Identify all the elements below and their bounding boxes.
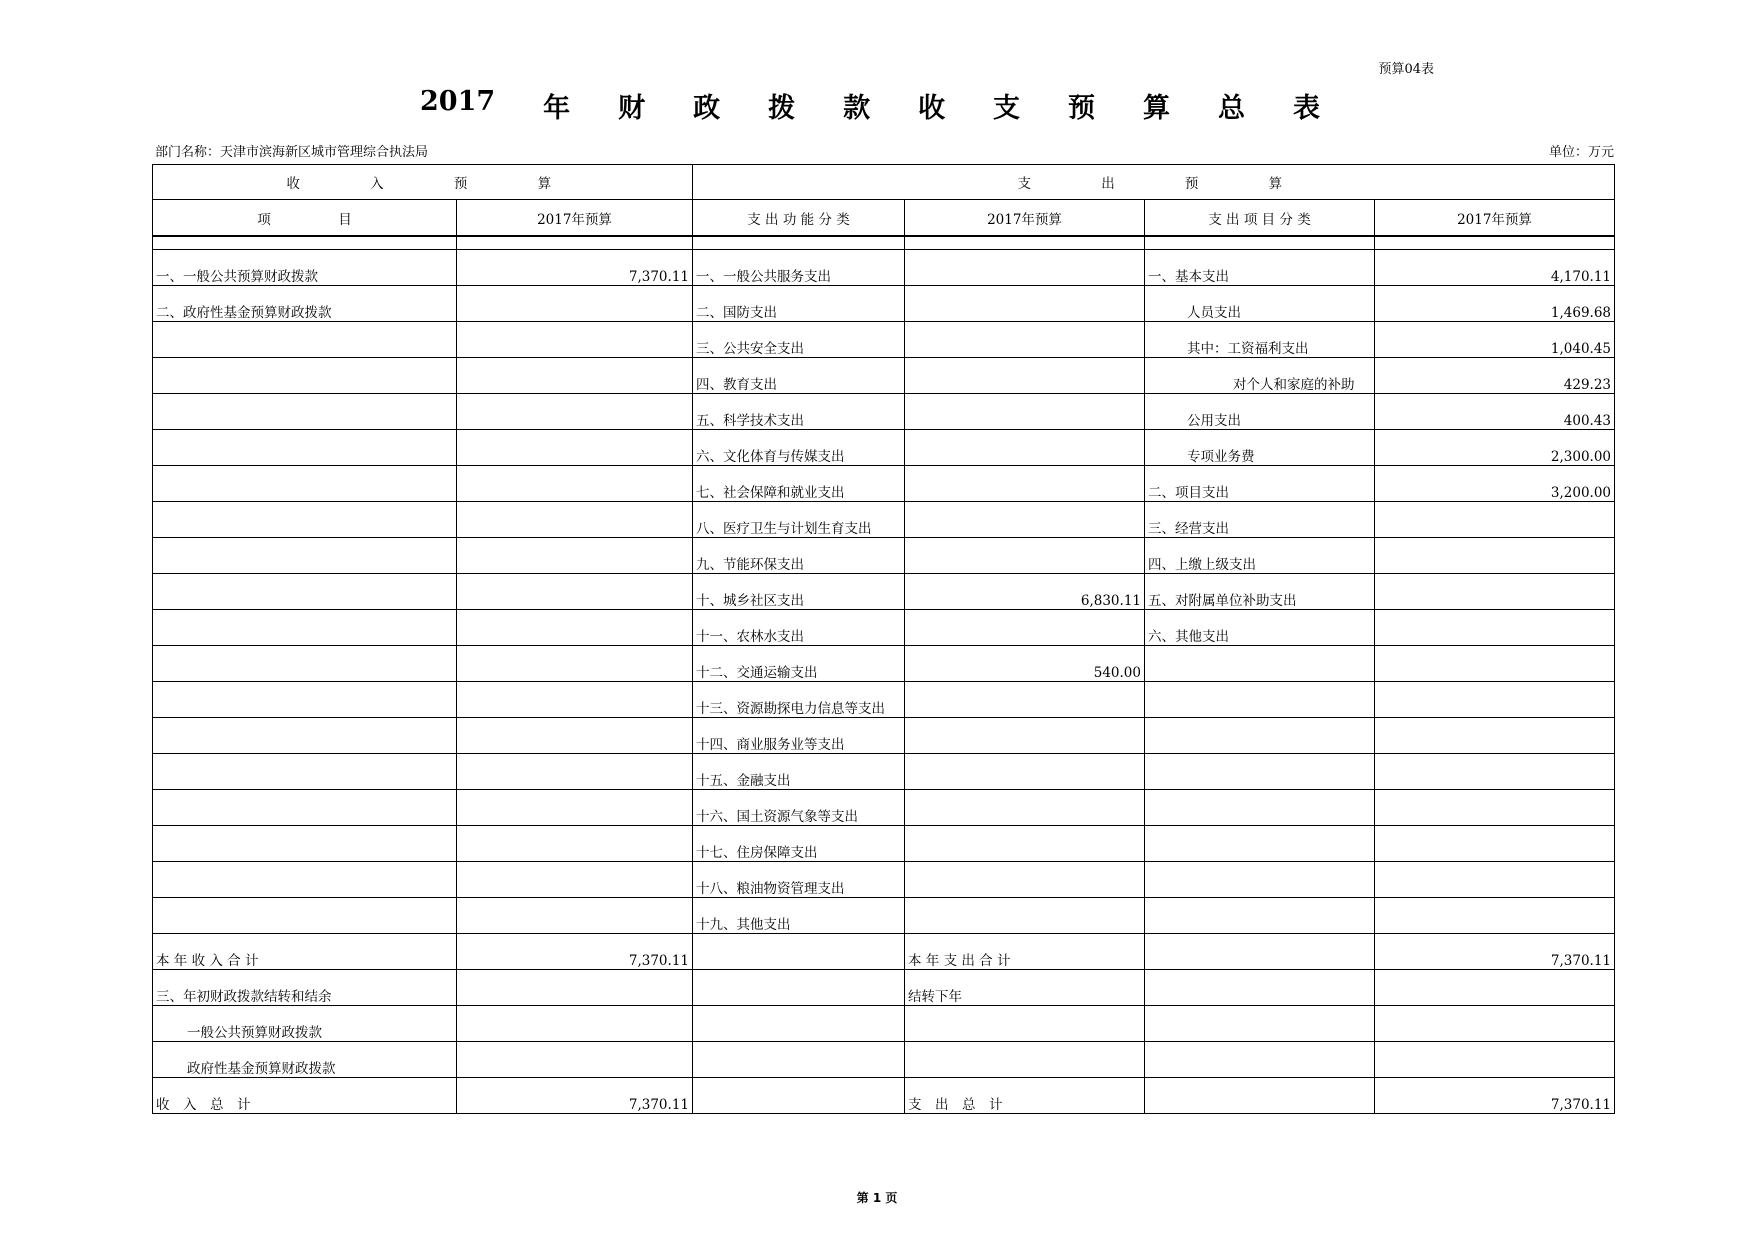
income-total-label: 收 入 总 计	[153, 1078, 457, 1114]
title-char: 收	[918, 93, 946, 124]
income-value	[457, 286, 693, 322]
economic-value	[1375, 682, 1615, 718]
table-row	[153, 322, 1615, 358]
function-item: 五、科学技术支出	[693, 394, 905, 430]
table-row	[153, 790, 1615, 826]
table-row	[153, 250, 1615, 286]
economic-item	[1145, 898, 1375, 934]
title-char: 拨	[768, 93, 796, 124]
function-value: 540.00	[905, 646, 1145, 682]
function-item: 一、一般公共服务支出	[693, 250, 905, 286]
economic-value: 3,200.00	[1375, 466, 1615, 502]
income-value: 7,370.11	[457, 250, 693, 286]
form-number: 预算04表	[1378, 62, 1434, 77]
income-item	[153, 862, 457, 898]
table-row	[153, 754, 1615, 790]
economic-item: 三、经营支出	[1145, 502, 1375, 538]
economic-item: 公用支出	[1145, 394, 1375, 430]
economic-value	[1375, 790, 1615, 826]
economic-value: 4,170.11	[1375, 250, 1615, 286]
economic-value	[1375, 826, 1615, 862]
expense-budget-header: 支 出 预 算	[693, 165, 1615, 200]
table-row	[153, 538, 1615, 574]
function-value	[905, 898, 1145, 934]
income-value	[457, 754, 693, 790]
table-row	[153, 682, 1615, 718]
spacer-cell	[1145, 236, 1375, 250]
function-value	[905, 862, 1145, 898]
table-row	[153, 430, 1615, 466]
table-row	[153, 286, 1615, 322]
function-item: 九、节能环保支出	[693, 538, 905, 574]
carryover-label: 三、年初财政拨款结转和结余	[153, 970, 457, 1006]
income-value	[457, 466, 693, 502]
expense-total-label: 支 出 总 计	[905, 1078, 1145, 1114]
economic-item: 六、其他支出	[1145, 610, 1375, 646]
title-char: 预	[1068, 93, 1096, 124]
function-value	[905, 286, 1145, 322]
economic-value: 2,300.00	[1375, 430, 1615, 466]
income-value	[457, 610, 693, 646]
income-value	[457, 682, 693, 718]
function-value	[905, 394, 1145, 430]
table-row	[153, 826, 1615, 862]
function-item: 十、城乡社区支出	[693, 574, 905, 610]
economic-value: 429.23	[1375, 358, 1615, 394]
function-item: 二、国防支出	[693, 286, 905, 322]
income-value	[457, 718, 693, 754]
income-item	[153, 610, 457, 646]
function-item: 十七、住房保障支出	[693, 826, 905, 862]
function-item: 十六、国土资源气象等支出	[693, 790, 905, 826]
function-item: 十四、商业服务业等支出	[693, 718, 905, 754]
economic-value: 400.43	[1375, 394, 1615, 430]
blank-cell	[693, 1006, 905, 1042]
function-item: 十二、交通运输支出	[693, 646, 905, 682]
income-value	[457, 358, 693, 394]
economic-item	[1145, 790, 1375, 826]
economic-class-header: 支 出 项 目 分 类	[1145, 200, 1375, 237]
carry-general-public-label: 一般公共预算财政拨款	[153, 1006, 457, 1042]
income-item	[153, 790, 457, 826]
economic-item	[1145, 718, 1375, 754]
function-budget-2017-header: 2017年预算	[905, 200, 1145, 237]
function-value	[905, 790, 1145, 826]
economic-item: 四、上缴上级支出	[1145, 538, 1375, 574]
function-value	[905, 322, 1145, 358]
income-item	[153, 502, 457, 538]
blank-cell	[1145, 1042, 1375, 1078]
economic-item	[1145, 862, 1375, 898]
title-char: 表	[1292, 93, 1320, 124]
annual-expense-value: 7,370.11	[1375, 934, 1615, 970]
blank-cell	[693, 970, 905, 1006]
income-value	[457, 430, 693, 466]
income-value	[457, 898, 693, 934]
income-item	[153, 538, 457, 574]
spacer-cell	[1375, 236, 1615, 250]
function-item: 四、教育支出	[693, 358, 905, 394]
page-footer: 第 1 页	[856, 1191, 898, 1205]
table-row	[153, 574, 1615, 610]
income-item	[153, 574, 457, 610]
blank-cell	[1145, 1006, 1375, 1042]
table-row	[153, 646, 1615, 682]
economic-value	[1375, 862, 1615, 898]
table-row	[153, 862, 1615, 898]
table-row	[153, 898, 1615, 934]
function-value	[905, 718, 1145, 754]
table-row	[153, 466, 1615, 502]
income-total-value: 7,370.11	[457, 1078, 693, 1114]
function-value	[905, 826, 1145, 862]
blank-cell	[457, 1042, 693, 1078]
spacer-cell	[153, 236, 457, 250]
table-row-annual-total	[153, 934, 1615, 970]
table-row-grand-total	[153, 1078, 1615, 1114]
income-item: 一、一般公共预算财政拨款	[153, 250, 457, 286]
unit-label: 单位：万元	[1548, 145, 1614, 160]
income-item	[153, 646, 457, 682]
blank-cell	[457, 970, 693, 1006]
title-char: 政	[693, 93, 721, 124]
function-item: 十一、农林水支出	[693, 610, 905, 646]
economic-value	[1375, 574, 1615, 610]
economic-item: 专项业务费	[1145, 430, 1375, 466]
carry-next-year-label: 结转下年	[905, 970, 1145, 1006]
income-value	[457, 826, 693, 862]
function-value	[905, 250, 1145, 286]
annual-income-value: 7,370.11	[457, 934, 693, 970]
income-value	[457, 790, 693, 826]
title-char: 总	[1218, 93, 1245, 124]
income-item	[153, 466, 457, 502]
blank-cell	[1375, 970, 1615, 1006]
blank-cell	[457, 1006, 693, 1042]
income-value	[457, 502, 693, 538]
function-item: 七、社会保障和就业支出	[693, 466, 905, 502]
income-budget-header: 收 入 预 算	[153, 165, 693, 200]
annual-expense-label: 本 年 支 出 合 计	[905, 934, 1145, 970]
income-item	[153, 358, 457, 394]
title-char: 款	[843, 93, 871, 124]
economic-item	[1145, 682, 1375, 718]
income-value	[457, 646, 693, 682]
economic-value	[1375, 610, 1615, 646]
title-char: 算	[1143, 93, 1171, 124]
function-value	[905, 466, 1145, 502]
function-value	[905, 502, 1145, 538]
economic-item: 其中：工资福利支出	[1145, 322, 1375, 358]
table-row	[153, 358, 1615, 394]
budget-table	[152, 164, 1615, 1114]
income-item	[153, 682, 457, 718]
function-value	[905, 358, 1145, 394]
income-value	[457, 394, 693, 430]
income-value	[457, 322, 693, 358]
function-item: 十八、粮油物资管理支出	[693, 862, 905, 898]
income-value	[457, 538, 693, 574]
income-item	[153, 430, 457, 466]
spacer-cell	[457, 236, 693, 250]
blank-cell	[905, 1006, 1145, 1042]
table-row	[153, 718, 1615, 754]
blank-cell	[1375, 1042, 1615, 1078]
economic-item	[1145, 646, 1375, 682]
function-value	[905, 610, 1145, 646]
table-row	[153, 502, 1615, 538]
function-item: 六、文化体育与传媒支出	[693, 430, 905, 466]
economic-item: 对个人和家庭的补助	[1145, 358, 1375, 394]
function-item: 三、公共安全支出	[693, 322, 905, 358]
income-item	[153, 718, 457, 754]
function-value	[905, 430, 1145, 466]
table-row	[153, 394, 1615, 430]
carry-gov-fund-label: 政府性基金预算财政拨款	[153, 1042, 457, 1078]
economic-item: 五、对附属单位补助支出	[1145, 574, 1375, 610]
title-char: 财	[618, 93, 646, 124]
title-char: 支	[993, 93, 1021, 124]
blank-cell	[1375, 1006, 1615, 1042]
blank-cell	[693, 1078, 905, 1114]
economic-item	[1145, 754, 1375, 790]
blank-cell	[905, 1042, 1145, 1078]
economic-value	[1375, 538, 1615, 574]
income-item	[153, 826, 457, 862]
function-value	[905, 682, 1145, 718]
economic-item: 人员支出	[1145, 286, 1375, 322]
economic-value	[1375, 646, 1615, 682]
income-item	[153, 322, 457, 358]
blank-cell	[1145, 970, 1375, 1006]
function-value	[905, 754, 1145, 790]
blank-cell	[1145, 1078, 1375, 1114]
blank-cell	[693, 1042, 905, 1078]
economic-value	[1375, 754, 1615, 790]
economic-value: 1,469.68	[1375, 286, 1615, 322]
page-title	[420, 86, 1320, 125]
income-item	[153, 754, 457, 790]
income-item	[153, 898, 457, 934]
income-item	[153, 394, 457, 430]
income-value	[457, 862, 693, 898]
blank-cell	[693, 934, 905, 970]
economic-value	[1375, 502, 1615, 538]
economic-item: 一、基本支出	[1145, 250, 1375, 286]
function-item: 十九、其他支出	[693, 898, 905, 934]
spacer-cell	[905, 236, 1145, 250]
function-item: 八、医疗卫生与计划生育支出	[693, 502, 905, 538]
annual-income-label: 本 年 收 入 合 计	[153, 934, 457, 970]
title-char: 2017	[420, 86, 496, 117]
function-class-header: 支 出 功 能 分 类	[693, 200, 905, 237]
spacer-cell	[693, 236, 905, 250]
function-value	[905, 538, 1145, 574]
blank-cell	[1145, 934, 1375, 970]
table-row-carryover	[153, 970, 1615, 1006]
department-name: 部门名称：天津市滨海新区城市管理综合执法局	[155, 145, 429, 160]
item-header: 项 目	[153, 200, 457, 237]
income-budget-2017-header: 2017年预算	[457, 200, 693, 237]
function-value: 6,830.11	[905, 574, 1145, 610]
function-item: 十五、金融支出	[693, 754, 905, 790]
economic-item	[1145, 826, 1375, 862]
economic-value: 1,040.45	[1375, 322, 1615, 358]
economic-item: 二、项目支出	[1145, 466, 1375, 502]
title-char: 年	[543, 93, 571, 124]
economic-value	[1375, 718, 1615, 754]
income-item: 二、政府性基金预算财政拨款	[153, 286, 457, 322]
expense-total-value: 7,370.11	[1375, 1078, 1615, 1114]
table-row-carry-general	[153, 1006, 1615, 1042]
economic-budget-2017-header: 2017年预算	[1375, 200, 1615, 237]
table-row	[153, 610, 1615, 646]
economic-value	[1375, 898, 1615, 934]
function-item: 十三、资源勘探电力信息等支出	[693, 682, 905, 718]
income-value	[457, 574, 693, 610]
table-row-carry-fund	[153, 1042, 1615, 1078]
